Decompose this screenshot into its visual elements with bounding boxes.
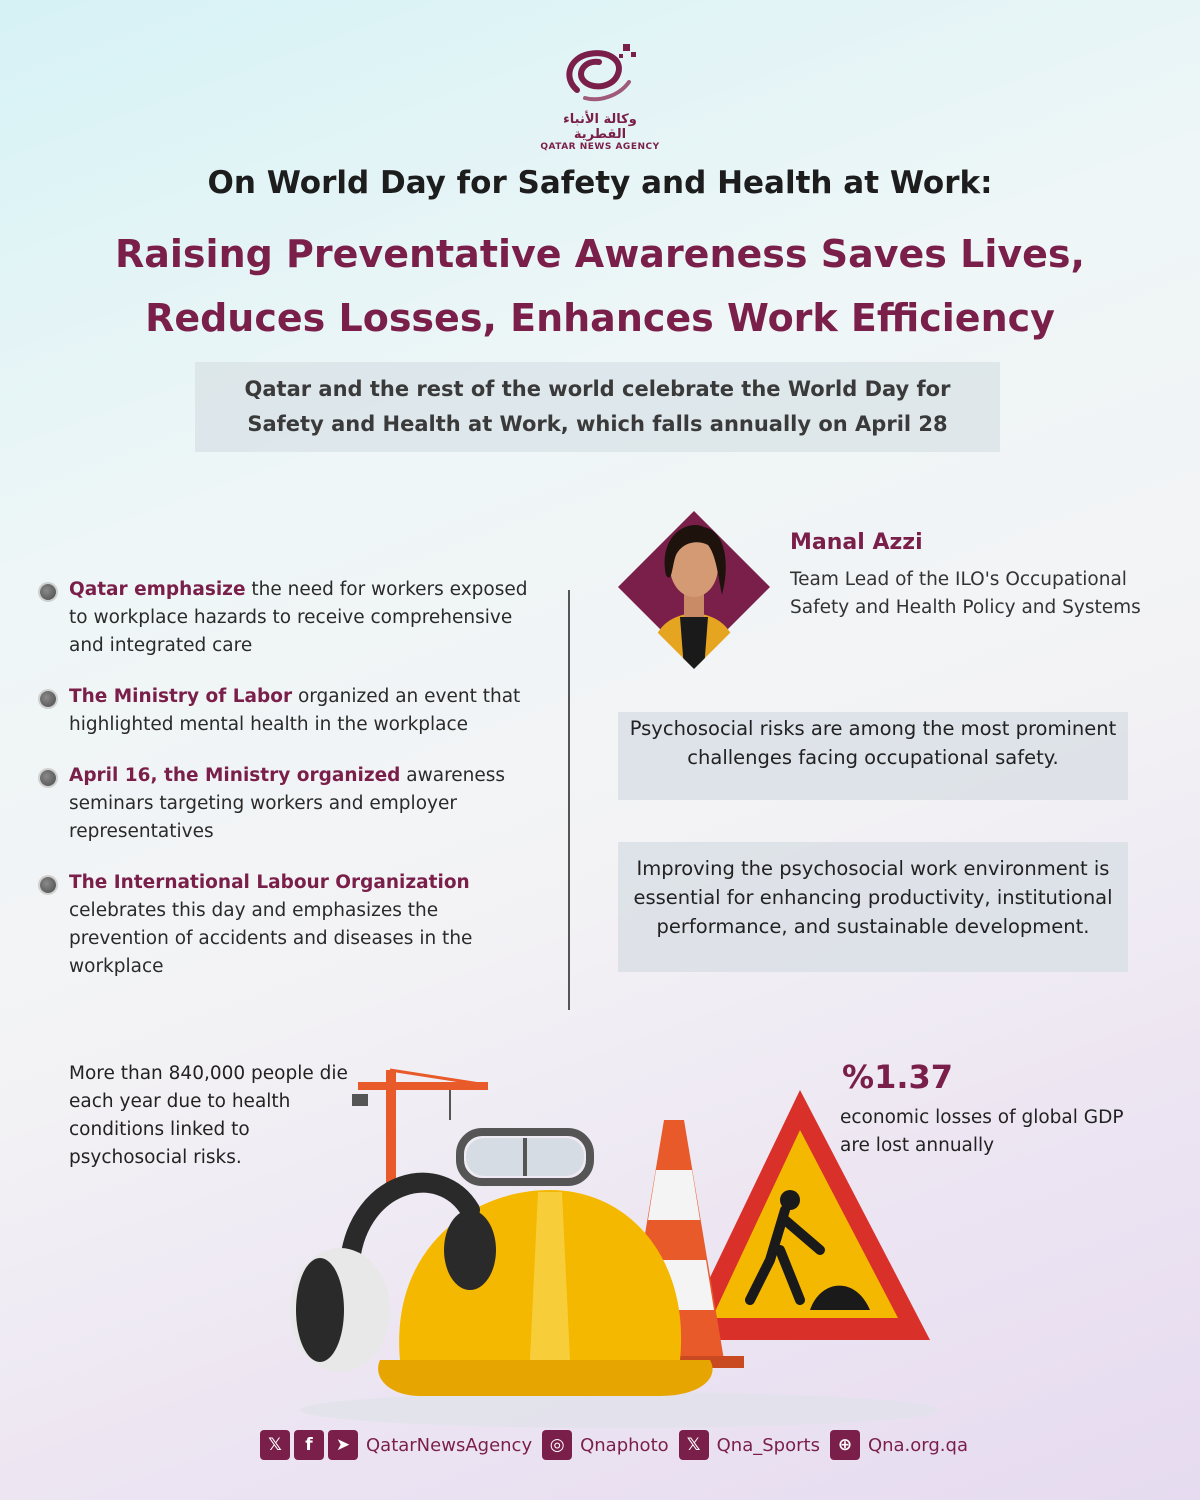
page-title <box>60 222 1140 350</box>
bullet-text: organized an event that highlighted mental health in the workplace <box>69 686 521 735</box>
logo-english-text: QATAR NEWS AGENCY <box>540 142 660 152</box>
telegram-icon[interactable]: ➤ <box>328 1430 358 1460</box>
bullet-highlight: Qatar emphasize <box>69 579 246 600</box>
stat-gdp-value: %1.37 <box>842 1058 954 1096</box>
person-portrait <box>612 505 776 669</box>
person-name: Manal Azzi <box>790 530 923 555</box>
list-item <box>38 683 538 739</box>
column-divider <box>568 590 570 1010</box>
footer-handle-2[interactable]: Qnaphoto <box>580 1434 669 1456</box>
list-item <box>38 576 538 660</box>
bullet-text: the need for workers exposed to workplace hazards to receive comprehensive and integrated care <box>69 579 528 656</box>
qna-logo <box>540 40 660 152</box>
page-subtitle: On World Day for Safety and Health at Work: <box>207 165 993 201</box>
intro-line-2: Safety and Health at Work, which falls annually on April 28 <box>247 412 948 436</box>
logo-arabic-text: وكالة الأنباء القطرية <box>563 112 637 142</box>
instagram-icon[interactable]: ◎ <box>542 1430 572 1460</box>
bullet-text: celebrates this day and emphasizes the prevention of accidents and diseases in the workplace <box>69 900 473 977</box>
stat-gdp-text: economic losses of global GDP are lost annually <box>840 1107 1124 1156</box>
x-icon[interactable]: 𝕏 <box>679 1430 709 1460</box>
title-line-2: Reduces Losses, Enhances Work Efficiency <box>145 296 1055 340</box>
globe-icon[interactable]: ⊕ <box>830 1430 860 1460</box>
bullet-list <box>38 576 538 1004</box>
intro-box <box>195 362 1000 452</box>
qna-emblem-icon <box>555 40 645 106</box>
list-item <box>38 762 538 846</box>
list-item <box>38 869 538 981</box>
safety-goggles-icon <box>460 1132 590 1182</box>
bullet-dot-icon <box>40 877 56 893</box>
quote-box-2: Improving the psychosocial work environment is essential for enhancing productivity, institutional performance, and sustainable development. <box>618 842 1128 972</box>
x-icon[interactable]: 𝕏 <box>260 1430 290 1460</box>
footer-handle-3[interactable]: Qna_Sports <box>716 1434 820 1456</box>
person-role: Team Lead of the ILO's Occupational Safety and Health Policy and Systems <box>790 569 1141 618</box>
footer-handle-1[interactable]: QatarNewsAgency <box>366 1434 533 1456</box>
bullet-dot-icon <box>40 691 56 707</box>
safety-equipment-illustration <box>280 1060 960 1430</box>
quote-box-1: Psychosocial risks are among the most prominent challenges facing occupational safety. <box>618 712 1128 800</box>
roadwork-sign-icon <box>680 1090 930 1340</box>
stat-deaths-text: More than 840,000 people die each year due to health conditions linked to psychosocial risks. <box>69 1063 348 1168</box>
footer-website[interactable]: Qna.org.qa <box>867 1434 968 1456</box>
bullet-dot-icon <box>40 770 56 786</box>
facebook-icon[interactable]: f <box>294 1430 324 1460</box>
social-footer <box>260 1428 974 1462</box>
bullet-highlight: The International Labour Organization <box>69 872 470 893</box>
title-line-1: Raising Preventative Awareness Saves Lives, <box>115 232 1085 276</box>
bullet-text: awareness seminars targeting workers and employer representatives <box>69 765 506 842</box>
bullet-highlight: April 16, the Ministry organized <box>69 765 401 786</box>
intro-line-1: Qatar and the rest of the world celebrate the World Day for <box>244 377 951 401</box>
bullet-dot-icon <box>40 584 56 600</box>
bullet-highlight: The Ministry of Labor <box>69 686 293 707</box>
